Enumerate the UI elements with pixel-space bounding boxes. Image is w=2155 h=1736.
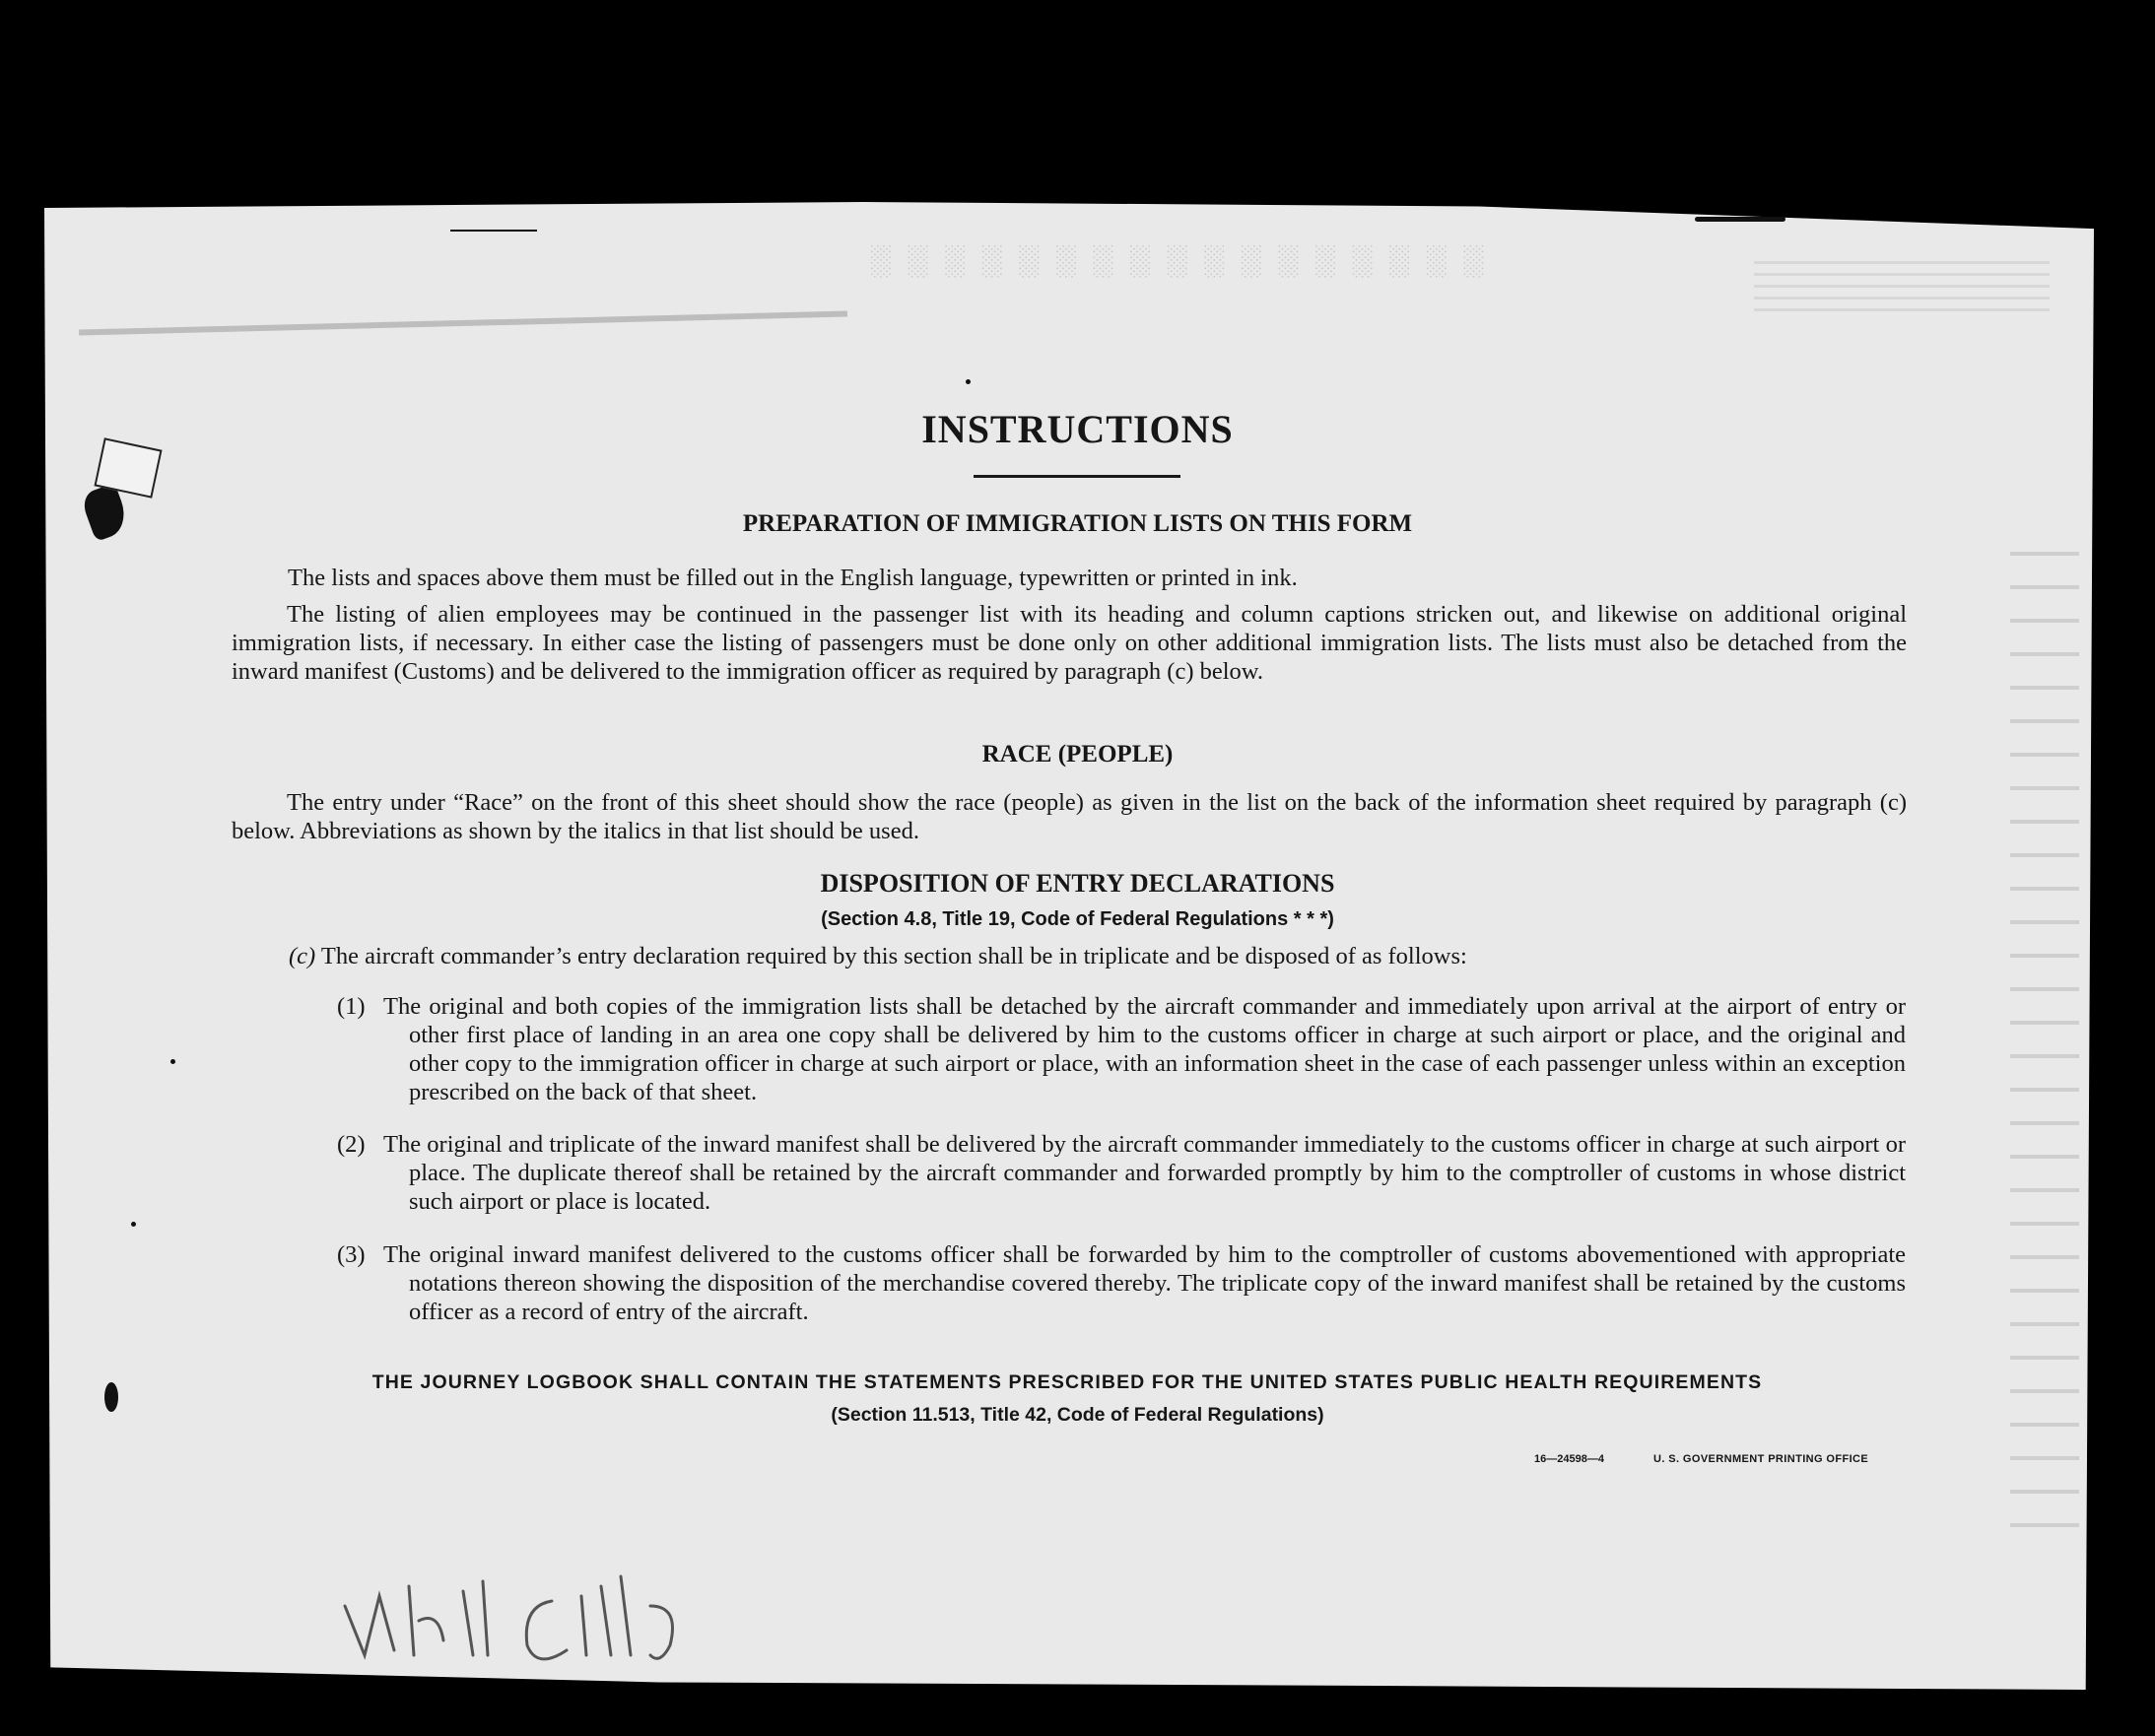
list-item — [337, 1240, 1906, 1326]
section-heading-disposition: DISPOSITION OF ENTRY DECLARATIONS — [820, 869, 1335, 898]
bleed-through-text: ░ ░ ░ ░ ░ ░ ░ ░ ░ ░ ░ ░ ░ ░ ░ ░ ░ — [867, 244, 1485, 277]
section-heading-race: RACE (PEOPLE) — [981, 741, 1174, 768]
section-heading-preparation: PREPARATION OF IMMIGRATION LISTS ON THIS FORM — [742, 510, 1413, 537]
bleed-through-right — [1754, 261, 2050, 320]
list-item — [337, 992, 1906, 1106]
printer-imprint: U. S. GOVERNMENT PRINTING OFFICE — [1653, 1453, 1869, 1465]
preparation-paragraph-1: The lists and spaces above them must be filled out in the English language, typewritten or printed in ink. — [288, 565, 1298, 591]
list-item-text: The original inward manifest delivered to the customs officer shall be forwarded by him to the comptroller of customs abovementioned with appropriate notations thereon showing the disposition of the merchandise covered thereby. The triplicate copy of the inward manifest shall be retained by the customs officer as a record of entry of the aircraft. — [383, 1241, 1906, 1325]
list-item-number: (1) — [337, 993, 366, 1020]
disposition-citation: (Section 4.8, Title 19, Code of Federal Regulations * * *) — [821, 908, 1334, 930]
title-underline — [974, 475, 1180, 478]
margin-blot — [104, 1382, 118, 1412]
top-right-dash — [1695, 217, 1785, 222]
small-dot — [131, 1222, 136, 1227]
list-item — [337, 1130, 1906, 1216]
preparation-paragraph-2: The listing of alien employees may be continued in the passenger list with its heading and column captions stricken out, and likewise on additional original immigration lists, if necessary. In either case the listing of passengers must be done only on other additional immigration lists. The lists must also be detached from the inward manifest (Customs) and be delivered to the immigration officer as required by paragraph (c) below. — [232, 601, 1907, 685]
paragraph-c-text: The aircraft commander’s entry declaration required by this section shall be in triplicate and be disposed of as follows: — [320, 943, 1467, 969]
form-code: 16—24598—4 — [1534, 1453, 1604, 1465]
logbook-citation: (Section 11.513, Title 42, Code of Federal Regulations) — [831, 1404, 1324, 1426]
list-item-number: (2) — [337, 1131, 366, 1158]
list-item-number: (3) — [337, 1241, 366, 1268]
list-item-text: The original and both copies of the immigration lists shall be detached by the aircraft commander and immediately upon arrival at the airport of entry or other first place of landing in an area one copy shall be delivered by him to the customs officer in charge at such airport or place, and the original and other copy to the immigration officer in charge at such airport or place, with an information sheet in the case of each passenger unless within an exception prescribed on the back of that sheet. — [383, 993, 1906, 1105]
small-dash — [450, 230, 537, 232]
handwritten-signature — [325, 1547, 739, 1685]
race-paragraph: The entry under “Race” on the front of this sheet should show the race (people) as given in the list on the back of the information sheet required by paragraph (c) below. Abbreviations as shown by the italics in that list should be used. — [232, 789, 1907, 844]
small-dot — [170, 1059, 175, 1064]
paragraph-c-label: (c) — [289, 943, 316, 969]
logbook-statement: THE JOURNEY LOGBOOK SHALL CONTAIN THE STATEMENTS PRESCRIBED FOR THE UNITED STATES PUBLIC HEALTH REQUIREMENTS — [371, 1371, 1763, 1393]
page-title: INSTRUCTIONS — [921, 407, 1234, 451]
small-dot — [966, 379, 971, 384]
list-item-text: The original and triplicate of the inward manifest shall be delivered by the aircraft commander immediately to the customs officer in charge at such airport or place. The duplicate thereof shall be retained by the aircraft commander and forwarded promptly by him to the comptroller of customs in whose district such airport or place is located. — [383, 1131, 1906, 1215]
paragraph-c — [289, 942, 1924, 970]
